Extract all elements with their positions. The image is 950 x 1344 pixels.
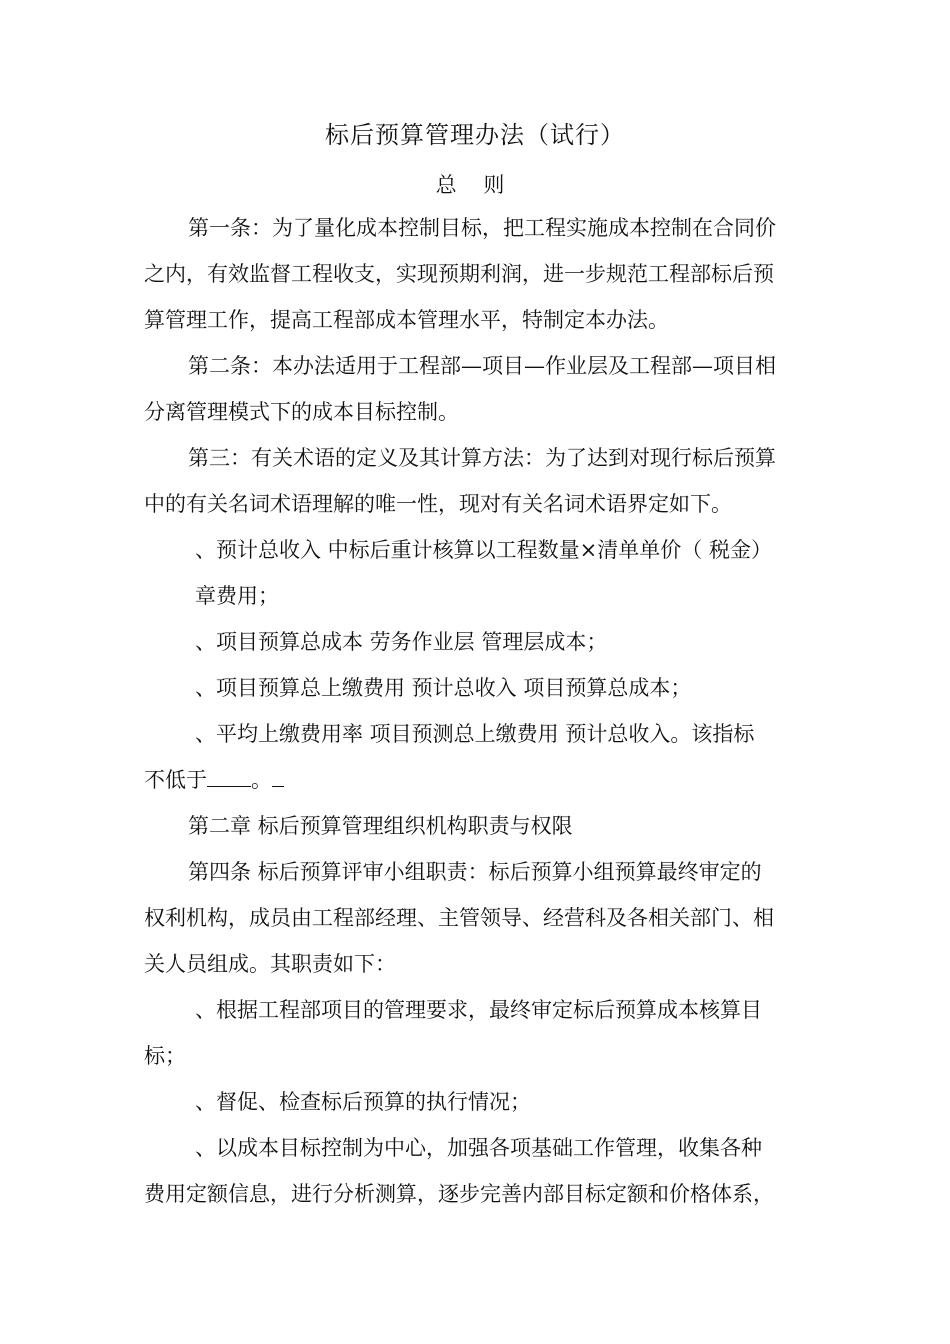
definition-4-line-1: 、平均上缴费用率 项目预测总上缴费用 预计总收入。该指标 xyxy=(195,722,755,746)
article-2-line-2: 分离管理模式下的成本目标控制。 xyxy=(144,400,459,424)
article-3-line-1: 第三：有关术语的定义及其计算方法：为了达到对现行标后预算 xyxy=(188,446,776,470)
fill-in-blank xyxy=(207,764,251,787)
document-title: 标后预算管理办法（试行） xyxy=(325,121,625,149)
duty-1-line-2: 标； xyxy=(144,1044,186,1068)
chapter-2-heading: 第二章 标后预算管理组织机构职责与权限 xyxy=(188,814,573,838)
article-4-line-2: 权利机构，成员由工程部经理、主管领导、经营科及各相关部门、相 xyxy=(144,906,774,930)
definition-4-prefix: 不低于 xyxy=(144,768,207,792)
duty-1-line-1: 、根据工程部项目的管理要求，最终审定标后预算成本核算目 xyxy=(195,998,762,1022)
definition-3: 、项目预算总上缴费用 预计总收入 项目预算总成本； xyxy=(195,676,692,700)
article-1-line-1: 第一条：为了量化成本控制目标，把工程实施成本控制在合同价 xyxy=(188,216,776,240)
article-3-line-2: 中的有关名词术语理解的唯一性，现对有关名词术语界定如下。 xyxy=(144,492,732,516)
fill-in-blank-tail xyxy=(272,764,284,787)
article-1-line-3: 算管理工作，提高工程部成本管理水平，特制定本办法。 xyxy=(144,308,669,332)
duty-3-line-2: 费用定额信息，进行分析测算，逐步完善内部目标定额和价格体系， xyxy=(144,1182,774,1206)
duty-2: 、督促、检查标后预算的执行情况； xyxy=(195,1090,531,1114)
article-1-line-2: 之内，有效监督工程收支，实现预期利润，进一步规范工程部标后预 xyxy=(144,262,774,286)
definition-2: 、项目预算总成本 劳务作业层 管理层成本； xyxy=(195,630,608,654)
definition-4-line-2 xyxy=(144,757,284,803)
definition-1-line-2: 章费用； xyxy=(195,584,279,608)
article-4-line-1: 第四条 标后预算评审小组职责：标后预算小组预算最终审定的 xyxy=(188,860,762,884)
article-4-line-3: 关人员组成。其职责如下： xyxy=(144,952,396,976)
definition-1-line-1: 、预计总收入 中标后重计核算以工程数量×清单单价（ 税金） xyxy=(195,538,772,562)
definition-4-suffix: 。 xyxy=(251,768,272,792)
section-heading-general: 总 则 xyxy=(435,173,515,197)
article-2-line-1: 第二条：本办法适用于工程部—项目—作业层及工程部—项目相 xyxy=(188,354,776,378)
duty-3-line-1: 、以成本目标控制为中心，加强各项基础工作管理，收集各种 xyxy=(195,1136,762,1160)
